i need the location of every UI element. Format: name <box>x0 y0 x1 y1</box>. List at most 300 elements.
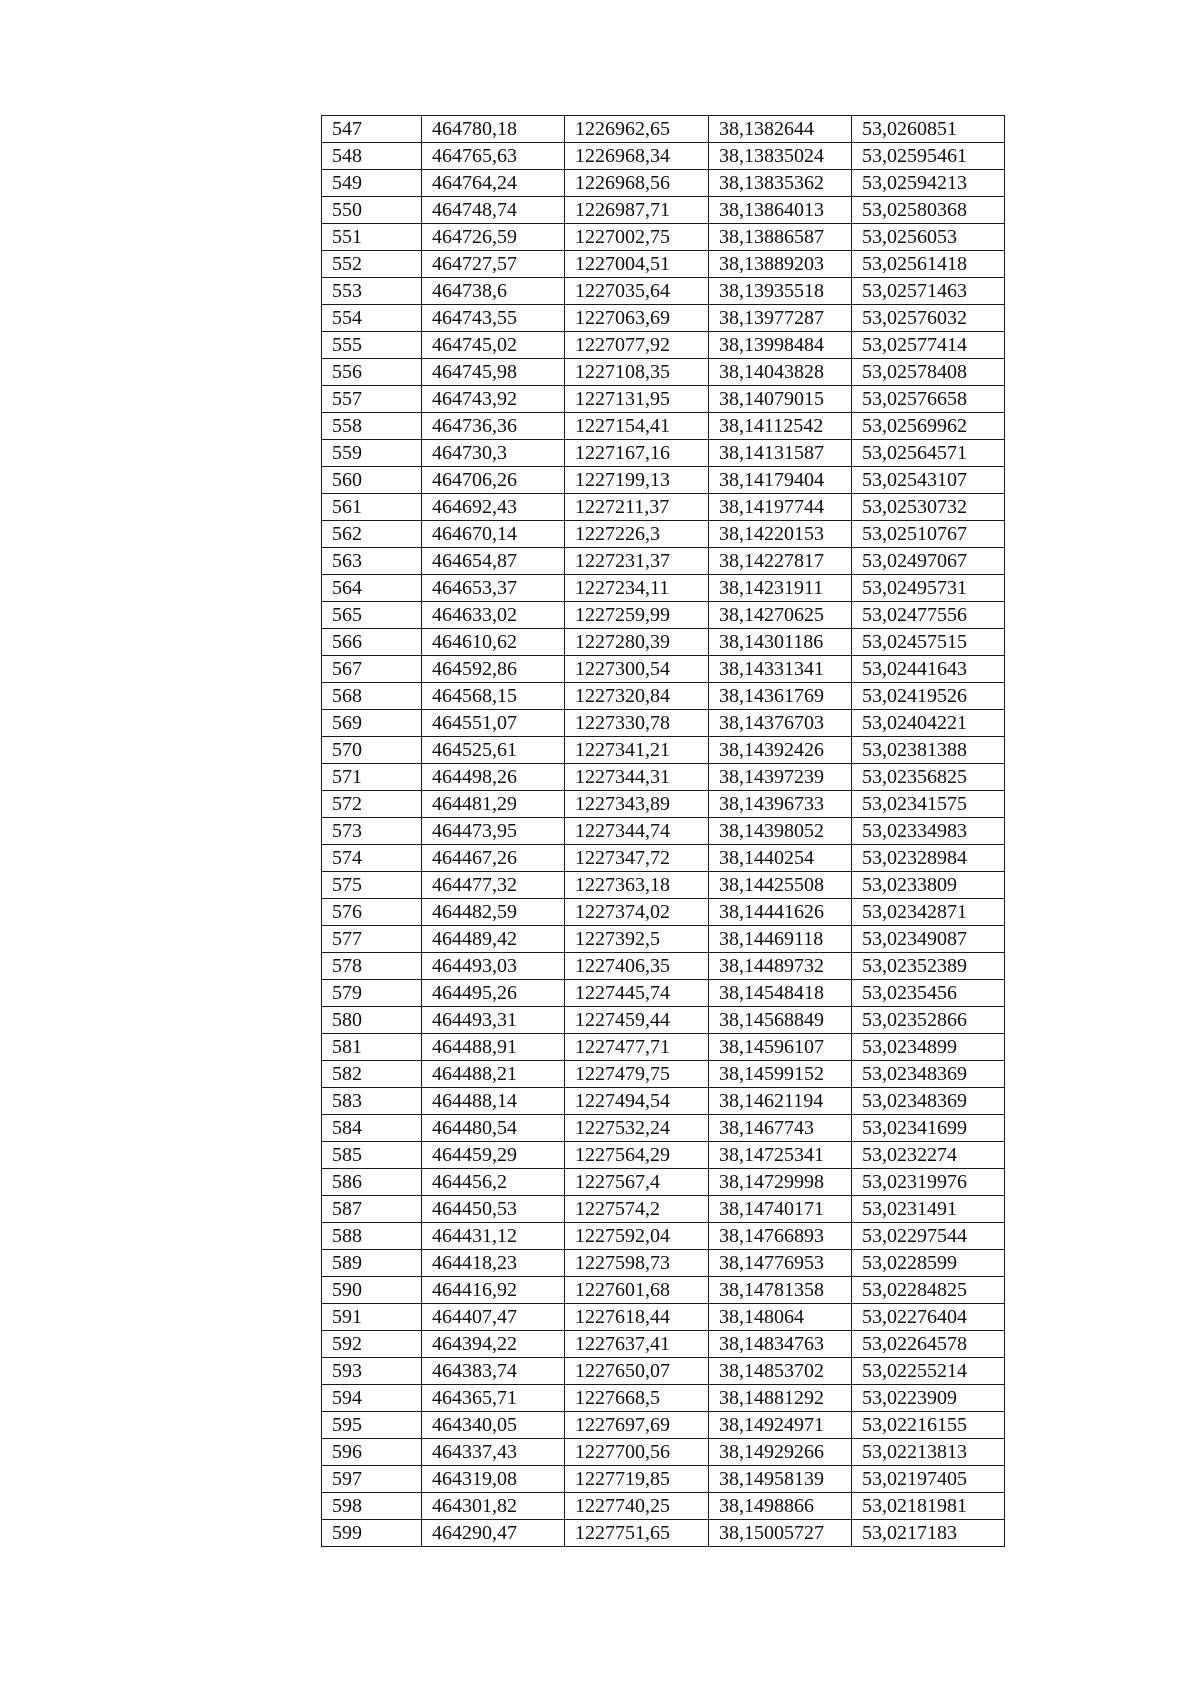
point-number-cell: 550 <box>322 197 422 224</box>
point-number-cell: 569 <box>322 710 422 737</box>
x-coordinate-cell: 464745,98 <box>422 359 565 386</box>
longitude-cell: 38,14425508 <box>709 872 852 899</box>
point-number-cell: 585 <box>322 1142 422 1169</box>
latitude-cell: 53,02341575 <box>852 791 1005 818</box>
y-coordinate-cell: 1227002,75 <box>565 224 709 251</box>
longitude-cell: 38,14853702 <box>709 1358 852 1385</box>
longitude-cell: 38,14270625 <box>709 602 852 629</box>
y-coordinate-cell: 1226968,34 <box>565 143 709 170</box>
y-coordinate-cell: 1227226,3 <box>565 521 709 548</box>
x-coordinate-cell: 464736,36 <box>422 413 565 440</box>
point-number-cell: 568 <box>322 683 422 710</box>
point-number-cell: 598 <box>322 1493 422 1520</box>
y-coordinate-cell: 1227347,72 <box>565 845 709 872</box>
y-coordinate-cell: 1227445,74 <box>565 980 709 1007</box>
table-row <box>322 386 1005 413</box>
point-number-cell: 557 <box>322 386 422 413</box>
table-row <box>322 170 1005 197</box>
point-number-cell: 556 <box>322 359 422 386</box>
y-coordinate-cell: 1227494,54 <box>565 1088 709 1115</box>
point-number-cell: 572 <box>322 791 422 818</box>
table-row <box>322 494 1005 521</box>
x-coordinate-cell: 464416,92 <box>422 1277 565 1304</box>
y-coordinate-cell: 1227344,31 <box>565 764 709 791</box>
table-row <box>322 818 1005 845</box>
x-coordinate-cell: 464764,24 <box>422 170 565 197</box>
point-number-cell: 551 <box>322 224 422 251</box>
latitude-cell: 53,02543107 <box>852 467 1005 494</box>
table-row <box>322 1520 1005 1547</box>
y-coordinate-cell: 1227477,71 <box>565 1034 709 1061</box>
x-coordinate-cell: 464418,23 <box>422 1250 565 1277</box>
latitude-cell: 53,02341699 <box>852 1115 1005 1142</box>
x-coordinate-cell: 464610,62 <box>422 629 565 656</box>
longitude-cell: 38,13935518 <box>709 278 852 305</box>
point-number-cell: 596 <box>322 1439 422 1466</box>
table-row <box>322 1115 1005 1142</box>
y-coordinate-cell: 1227532,24 <box>565 1115 709 1142</box>
x-coordinate-cell: 464743,92 <box>422 386 565 413</box>
y-coordinate-cell: 1227300,54 <box>565 656 709 683</box>
table-row <box>322 980 1005 1007</box>
x-coordinate-cell: 464301,82 <box>422 1493 565 1520</box>
table-row <box>322 1088 1005 1115</box>
latitude-cell: 53,02319976 <box>852 1169 1005 1196</box>
latitude-cell: 53,0235456 <box>852 980 1005 1007</box>
table-row <box>322 224 1005 251</box>
y-coordinate-cell: 1227077,92 <box>565 332 709 359</box>
latitude-cell: 53,02284825 <box>852 1277 1005 1304</box>
latitude-cell: 53,02594213 <box>852 170 1005 197</box>
point-number-cell: 590 <box>322 1277 422 1304</box>
table-row <box>322 1034 1005 1061</box>
y-coordinate-cell: 1227719,85 <box>565 1466 709 1493</box>
latitude-cell: 53,02419526 <box>852 683 1005 710</box>
x-coordinate-cell: 464467,26 <box>422 845 565 872</box>
latitude-cell: 53,02569962 <box>852 413 1005 440</box>
latitude-cell: 53,02356825 <box>852 764 1005 791</box>
latitude-cell: 53,02181981 <box>852 1493 1005 1520</box>
y-coordinate-cell: 1227392,5 <box>565 926 709 953</box>
y-coordinate-cell: 1227574,2 <box>565 1196 709 1223</box>
x-coordinate-cell: 464459,29 <box>422 1142 565 1169</box>
y-coordinate-cell: 1227035,64 <box>565 278 709 305</box>
x-coordinate-cell: 464473,95 <box>422 818 565 845</box>
x-coordinate-cell: 464748,74 <box>422 197 565 224</box>
x-coordinate-cell: 464568,15 <box>422 683 565 710</box>
x-coordinate-cell: 464498,26 <box>422 764 565 791</box>
table-row <box>322 197 1005 224</box>
point-number-cell: 555 <box>322 332 422 359</box>
point-number-cell: 573 <box>322 818 422 845</box>
x-coordinate-cell: 464706,26 <box>422 467 565 494</box>
point-number-cell: 559 <box>322 440 422 467</box>
x-coordinate-cell: 464738,6 <box>422 278 565 305</box>
latitude-cell: 53,02457515 <box>852 629 1005 656</box>
table-row <box>322 359 1005 386</box>
longitude-cell: 38,14469118 <box>709 926 852 953</box>
table-row <box>322 1223 1005 1250</box>
x-coordinate-cell: 464450,53 <box>422 1196 565 1223</box>
longitude-cell: 38,14398052 <box>709 818 852 845</box>
y-coordinate-cell: 1227199,13 <box>565 467 709 494</box>
x-coordinate-cell: 464670,14 <box>422 521 565 548</box>
latitude-cell: 53,02441643 <box>852 656 1005 683</box>
latitude-cell: 53,0256053 <box>852 224 1005 251</box>
y-coordinate-cell: 1227330,78 <box>565 710 709 737</box>
x-coordinate-cell: 464730,3 <box>422 440 565 467</box>
x-coordinate-cell: 464726,59 <box>422 224 565 251</box>
point-number-cell: 548 <box>322 143 422 170</box>
point-number-cell: 577 <box>322 926 422 953</box>
longitude-cell: 38,14396733 <box>709 791 852 818</box>
x-coordinate-cell: 464765,63 <box>422 143 565 170</box>
longitude-cell: 38,14197744 <box>709 494 852 521</box>
point-number-cell: 553 <box>322 278 422 305</box>
longitude-cell: 38,14361769 <box>709 683 852 710</box>
point-number-cell: 574 <box>322 845 422 872</box>
longitude-cell: 38,14231911 <box>709 575 852 602</box>
table-row <box>322 602 1005 629</box>
x-coordinate-cell: 464488,91 <box>422 1034 565 1061</box>
latitude-cell: 53,02297544 <box>852 1223 1005 1250</box>
y-coordinate-cell: 1227167,16 <box>565 440 709 467</box>
y-coordinate-cell: 1227567,4 <box>565 1169 709 1196</box>
latitude-cell: 53,02328984 <box>852 845 1005 872</box>
table-row <box>322 1439 1005 1466</box>
y-coordinate-cell: 1226987,71 <box>565 197 709 224</box>
x-coordinate-cell: 464495,26 <box>422 980 565 1007</box>
latitude-cell: 53,0232274 <box>852 1142 1005 1169</box>
longitude-cell: 38,13864013 <box>709 197 852 224</box>
x-coordinate-cell: 464489,42 <box>422 926 565 953</box>
point-number-cell: 549 <box>322 170 422 197</box>
longitude-cell: 38,14220153 <box>709 521 852 548</box>
x-coordinate-cell: 464456,2 <box>422 1169 565 1196</box>
longitude-cell: 38,14881292 <box>709 1385 852 1412</box>
table-row <box>322 116 1005 143</box>
latitude-cell: 53,0223909 <box>852 1385 1005 1412</box>
longitude-cell: 38,14489732 <box>709 953 852 980</box>
x-coordinate-cell: 464365,71 <box>422 1385 565 1412</box>
table-row <box>322 1412 1005 1439</box>
table-row <box>322 278 1005 305</box>
longitude-cell: 38,148064 <box>709 1304 852 1331</box>
y-coordinate-cell: 1227459,44 <box>565 1007 709 1034</box>
table-row <box>322 1007 1005 1034</box>
point-number-cell: 584 <box>322 1115 422 1142</box>
latitude-cell: 53,02213813 <box>852 1439 1005 1466</box>
table-row <box>322 872 1005 899</box>
x-coordinate-cell: 464654,87 <box>422 548 565 575</box>
table-row <box>322 1331 1005 1358</box>
x-coordinate-cell: 464407,47 <box>422 1304 565 1331</box>
longitude-cell: 38,15005727 <box>709 1520 852 1547</box>
longitude-cell: 38,14776953 <box>709 1250 852 1277</box>
table-row <box>322 1142 1005 1169</box>
y-coordinate-cell: 1227751,65 <box>565 1520 709 1547</box>
latitude-cell: 53,02510767 <box>852 521 1005 548</box>
latitude-cell: 53,0234899 <box>852 1034 1005 1061</box>
point-number-cell: 593 <box>322 1358 422 1385</box>
latitude-cell: 53,0231491 <box>852 1196 1005 1223</box>
x-coordinate-cell: 464337,43 <box>422 1439 565 1466</box>
point-number-cell: 547 <box>322 116 422 143</box>
table-row <box>322 440 1005 467</box>
latitude-cell: 53,0233809 <box>852 872 1005 899</box>
table-row <box>322 629 1005 656</box>
point-number-cell: 580 <box>322 1007 422 1034</box>
x-coordinate-cell: 464290,47 <box>422 1520 565 1547</box>
point-number-cell: 558 <box>322 413 422 440</box>
y-coordinate-cell: 1226962,65 <box>565 116 709 143</box>
x-coordinate-cell: 464727,57 <box>422 251 565 278</box>
longitude-cell: 38,14227817 <box>709 548 852 575</box>
longitude-cell: 38,14725341 <box>709 1142 852 1169</box>
point-number-cell: 592 <box>322 1331 422 1358</box>
x-coordinate-cell: 464340,05 <box>422 1412 565 1439</box>
latitude-cell: 53,02348369 <box>852 1088 1005 1115</box>
table-row <box>322 467 1005 494</box>
y-coordinate-cell: 1227618,44 <box>565 1304 709 1331</box>
longitude-cell: 38,13835024 <box>709 143 852 170</box>
x-coordinate-cell: 464319,08 <box>422 1466 565 1493</box>
table-row <box>322 1277 1005 1304</box>
y-coordinate-cell: 1227343,89 <box>565 791 709 818</box>
x-coordinate-cell: 464633,02 <box>422 602 565 629</box>
y-coordinate-cell: 1227637,41 <box>565 1331 709 1358</box>
longitude-cell: 38,14441626 <box>709 899 852 926</box>
table-row <box>322 1385 1005 1412</box>
x-coordinate-cell: 464493,31 <box>422 1007 565 1034</box>
table-row <box>322 1493 1005 1520</box>
longitude-cell: 38,13886587 <box>709 224 852 251</box>
x-coordinate-cell: 464743,55 <box>422 305 565 332</box>
table-row <box>322 953 1005 980</box>
y-coordinate-cell: 1227592,04 <box>565 1223 709 1250</box>
point-number-cell: 589 <box>322 1250 422 1277</box>
longitude-cell: 38,14376703 <box>709 710 852 737</box>
latitude-cell: 53,02530732 <box>852 494 1005 521</box>
longitude-cell: 38,14043828 <box>709 359 852 386</box>
longitude-cell: 38,14924971 <box>709 1412 852 1439</box>
table-row <box>322 737 1005 764</box>
y-coordinate-cell: 1227234,11 <box>565 575 709 602</box>
x-coordinate-cell: 464477,32 <box>422 872 565 899</box>
longitude-cell: 38,14621194 <box>709 1088 852 1115</box>
x-coordinate-cell: 464488,21 <box>422 1061 565 1088</box>
table-row <box>322 305 1005 332</box>
latitude-cell: 53,0228599 <box>852 1250 1005 1277</box>
latitude-cell: 53,02561418 <box>852 251 1005 278</box>
longitude-cell: 38,14179404 <box>709 467 852 494</box>
y-coordinate-cell: 1227154,41 <box>565 413 709 440</box>
latitude-cell: 53,02576032 <box>852 305 1005 332</box>
point-number-cell: 554 <box>322 305 422 332</box>
longitude-cell: 38,14958139 <box>709 1466 852 1493</box>
x-coordinate-cell: 464551,07 <box>422 710 565 737</box>
latitude-cell: 53,02564571 <box>852 440 1005 467</box>
x-coordinate-cell: 464692,43 <box>422 494 565 521</box>
longitude-cell: 38,14131587 <box>709 440 852 467</box>
latitude-cell: 53,0260851 <box>852 116 1005 143</box>
table-row <box>322 1169 1005 1196</box>
longitude-cell: 38,14397239 <box>709 764 852 791</box>
point-number-cell: 588 <box>322 1223 422 1250</box>
y-coordinate-cell: 1227344,74 <box>565 818 709 845</box>
x-coordinate-cell: 464482,59 <box>422 899 565 926</box>
y-coordinate-cell: 1227108,35 <box>565 359 709 386</box>
latitude-cell: 53,02342871 <box>852 899 1005 926</box>
table-row <box>322 1304 1005 1331</box>
point-number-cell: 576 <box>322 899 422 926</box>
longitude-cell: 38,14568849 <box>709 1007 852 1034</box>
latitude-cell: 53,02216155 <box>852 1412 1005 1439</box>
table-row <box>322 1250 1005 1277</box>
table-row <box>322 575 1005 602</box>
longitude-cell: 38,14596107 <box>709 1034 852 1061</box>
longitude-cell: 38,14112542 <box>709 413 852 440</box>
latitude-cell: 53,02276404 <box>852 1304 1005 1331</box>
y-coordinate-cell: 1227598,73 <box>565 1250 709 1277</box>
table-row <box>322 332 1005 359</box>
y-coordinate-cell: 1227231,37 <box>565 548 709 575</box>
point-number-cell: 591 <box>322 1304 422 1331</box>
table-row <box>322 683 1005 710</box>
point-number-cell: 582 <box>322 1061 422 1088</box>
point-number-cell: 583 <box>322 1088 422 1115</box>
latitude-cell: 53,02477556 <box>852 602 1005 629</box>
coordinates-table <box>321 115 1005 1547</box>
x-coordinate-cell: 464394,22 <box>422 1331 565 1358</box>
longitude-cell: 38,14781358 <box>709 1277 852 1304</box>
longitude-cell: 38,14548418 <box>709 980 852 1007</box>
y-coordinate-cell: 1227668,5 <box>565 1385 709 1412</box>
longitude-cell: 38,1440254 <box>709 845 852 872</box>
x-coordinate-cell: 464431,12 <box>422 1223 565 1250</box>
y-coordinate-cell: 1227131,95 <box>565 386 709 413</box>
longitude-cell: 38,14740171 <box>709 1196 852 1223</box>
latitude-cell: 53,02348369 <box>852 1061 1005 1088</box>
point-number-cell: 586 <box>322 1169 422 1196</box>
x-coordinate-cell: 464480,54 <box>422 1115 565 1142</box>
point-number-cell: 571 <box>322 764 422 791</box>
coordinates-table-body <box>322 116 1005 1547</box>
latitude-cell: 53,02497067 <box>852 548 1005 575</box>
longitude-cell: 38,1498866 <box>709 1493 852 1520</box>
table-row <box>322 548 1005 575</box>
table-row <box>322 1358 1005 1385</box>
table-row <box>322 413 1005 440</box>
y-coordinate-cell: 1227374,02 <box>565 899 709 926</box>
x-coordinate-cell: 464525,61 <box>422 737 565 764</box>
y-coordinate-cell: 1227280,39 <box>565 629 709 656</box>
latitude-cell: 53,02495731 <box>852 575 1005 602</box>
y-coordinate-cell: 1226968,56 <box>565 170 709 197</box>
y-coordinate-cell: 1227564,29 <box>565 1142 709 1169</box>
point-number-cell: 597 <box>322 1466 422 1493</box>
table-row <box>322 845 1005 872</box>
y-coordinate-cell: 1227406,35 <box>565 953 709 980</box>
latitude-cell: 53,02595461 <box>852 143 1005 170</box>
latitude-cell: 53,02352866 <box>852 1007 1005 1034</box>
longitude-cell: 38,14729998 <box>709 1169 852 1196</box>
latitude-cell: 53,02352389 <box>852 953 1005 980</box>
y-coordinate-cell: 1227004,51 <box>565 251 709 278</box>
longitude-cell: 38,14392426 <box>709 737 852 764</box>
table-row <box>322 1466 1005 1493</box>
point-number-cell: 564 <box>322 575 422 602</box>
longitude-cell: 38,1467743 <box>709 1115 852 1142</box>
x-coordinate-cell: 464493,03 <box>422 953 565 980</box>
point-number-cell: 594 <box>322 1385 422 1412</box>
point-number-cell: 579 <box>322 980 422 1007</box>
longitude-cell: 38,14766893 <box>709 1223 852 1250</box>
y-coordinate-cell: 1227740,25 <box>565 1493 709 1520</box>
latitude-cell: 53,02571463 <box>852 278 1005 305</box>
table-row <box>322 1196 1005 1223</box>
table-row <box>322 521 1005 548</box>
table-row <box>322 926 1005 953</box>
longitude-cell: 38,14079015 <box>709 386 852 413</box>
point-number-cell: 570 <box>322 737 422 764</box>
longitude-cell: 38,14599152 <box>709 1061 852 1088</box>
longitude-cell: 38,14834763 <box>709 1331 852 1358</box>
point-number-cell: 565 <box>322 602 422 629</box>
longitude-cell: 38,13998484 <box>709 332 852 359</box>
longitude-cell: 38,14929266 <box>709 1439 852 1466</box>
y-coordinate-cell: 1227479,75 <box>565 1061 709 1088</box>
x-coordinate-cell: 464383,74 <box>422 1358 565 1385</box>
longitude-cell: 38,13977287 <box>709 305 852 332</box>
point-number-cell: 561 <box>322 494 422 521</box>
table-row <box>322 1061 1005 1088</box>
x-coordinate-cell: 464488,14 <box>422 1088 565 1115</box>
table-row <box>322 656 1005 683</box>
table-row <box>322 899 1005 926</box>
longitude-cell: 38,1382644 <box>709 116 852 143</box>
x-coordinate-cell: 464653,37 <box>422 575 565 602</box>
y-coordinate-cell: 1227650,07 <box>565 1358 709 1385</box>
latitude-cell: 53,02197405 <box>852 1466 1005 1493</box>
point-number-cell: 562 <box>322 521 422 548</box>
latitude-cell: 53,02576658 <box>852 386 1005 413</box>
longitude-cell: 38,13889203 <box>709 251 852 278</box>
y-coordinate-cell: 1227211,37 <box>565 494 709 521</box>
point-number-cell: 560 <box>322 467 422 494</box>
point-number-cell: 587 <box>322 1196 422 1223</box>
point-number-cell: 575 <box>322 872 422 899</box>
latitude-cell: 53,02334983 <box>852 818 1005 845</box>
y-coordinate-cell: 1227320,84 <box>565 683 709 710</box>
table-row <box>322 143 1005 170</box>
table-row <box>322 764 1005 791</box>
latitude-cell: 53,02381388 <box>852 737 1005 764</box>
latitude-cell: 53,02264578 <box>852 1331 1005 1358</box>
latitude-cell: 53,02349087 <box>852 926 1005 953</box>
longitude-cell: 38,14331341 <box>709 656 852 683</box>
point-number-cell: 595 <box>322 1412 422 1439</box>
longitude-cell: 38,14301186 <box>709 629 852 656</box>
table-row <box>322 251 1005 278</box>
longitude-cell: 38,13835362 <box>709 170 852 197</box>
x-coordinate-cell: 464481,29 <box>422 791 565 818</box>
point-number-cell: 566 <box>322 629 422 656</box>
y-coordinate-cell: 1227341,21 <box>565 737 709 764</box>
table-row <box>322 791 1005 818</box>
point-number-cell: 552 <box>322 251 422 278</box>
table-row <box>322 710 1005 737</box>
